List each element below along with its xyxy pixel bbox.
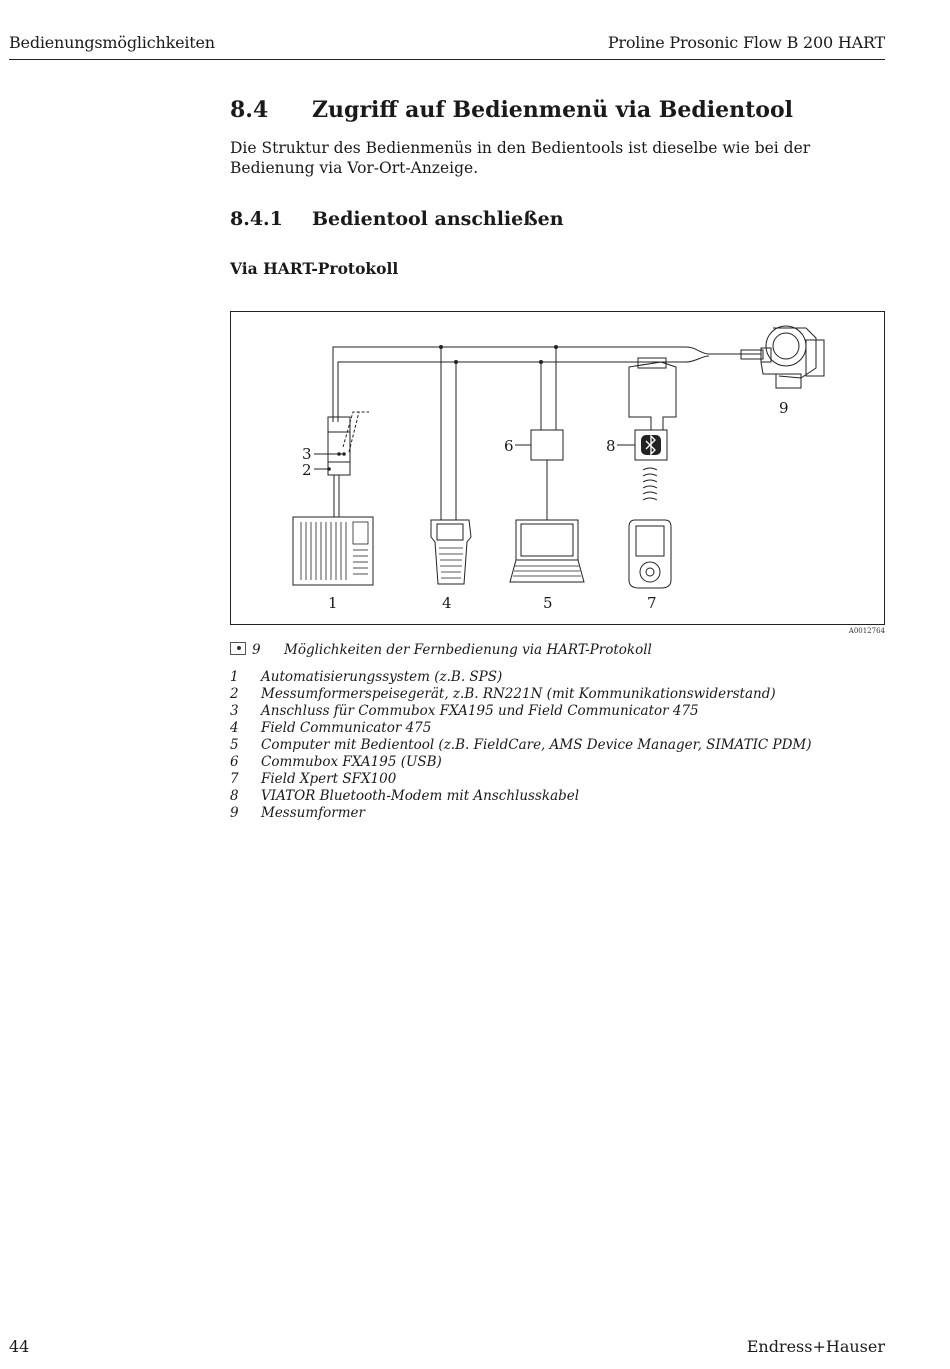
subsection-title: Bedientool anschließen (312, 208, 564, 230)
legend-number: 3 (230, 703, 239, 719)
legend-text: Computer mit Bedientool (z.B. FieldCare, AMS Device Manager, SIMATIC PDM) (261, 737, 812, 753)
figure-label-6: 6 (504, 437, 514, 455)
legend-text: Messumformerspeisegerät, z.B. RN221N (mit Kommunikationswiderstand) (261, 686, 776, 702)
pda-body (629, 520, 671, 588)
drop-line-4 (441, 347, 456, 520)
legend-item (230, 788, 812, 805)
legend-text: Automatisierungssystem (z.B. SPS) (261, 669, 503, 685)
legend-number: 2 (230, 686, 239, 702)
figure-label-5: 5 (543, 594, 553, 612)
legend-text: VIATOR Bluetooth-Modem mit Anschlusskabel (261, 788, 580, 804)
legend-text: Field Communicator 475 (261, 720, 432, 736)
figure-icon (230, 642, 246, 655)
subsection-number: 8.4.1 (230, 208, 283, 230)
legend-number: 9 (230, 805, 239, 821)
legend-number: 5 (230, 737, 239, 753)
legend-item (230, 686, 812, 703)
figure-legend (230, 669, 812, 822)
figure-label-4: 4 (442, 594, 452, 612)
caption-text: Möglichkeiten der Fernbedienung via HART-Protokoll (284, 642, 652, 658)
section-title: Zugriff auf Bedienmenü via Bedientool (312, 97, 793, 123)
legend-number: 4 (230, 720, 239, 736)
drop-line-8 (629, 362, 676, 430)
section-number: 8.4 (230, 97, 269, 123)
power-supply (328, 417, 350, 475)
header-divider (9, 59, 885, 60)
legend-number: 1 (230, 669, 239, 685)
figure-label-9: 9 (779, 399, 789, 417)
page-number: 44 (9, 1337, 30, 1356)
figure-label-1: 1 (328, 594, 338, 612)
legend-text: Anschluss für Commubox FXA195 und Field Communicator 475 (261, 703, 699, 719)
wiring-diagram-svg (231, 312, 886, 626)
running-header-right: Proline Prosonic Flow B 200 HART (607, 33, 885, 52)
legend-text: Commubox FXA195 (USB) (261, 754, 442, 770)
commubox-box (531, 430, 563, 460)
laptop-screen (516, 520, 578, 560)
transmitter-drawing (761, 326, 824, 388)
legend-number: 7 (230, 771, 239, 787)
plc-rack (293, 517, 373, 585)
bus-line-top (333, 347, 686, 422)
legend-item (230, 771, 812, 788)
legend-item (230, 737, 812, 754)
legend-text: Field Xpert SFX100 (261, 771, 397, 787)
subheading: Via HART-Protokoll (230, 259, 399, 278)
figure-label-2: 2 (302, 461, 312, 479)
figure-label-3: 3 (302, 445, 312, 463)
footer-brand: Endress+Hauser (746, 1337, 885, 1356)
caption-number: 9 (252, 642, 261, 658)
legend-item (230, 805, 812, 822)
figure-caption (230, 642, 652, 658)
section-heading (230, 97, 793, 123)
section-intro: Die Struktur des Bedienmenüs in den Bedientools ist dieselbe wie bei der Bedienung via Vor-Ort-Anzeige. (230, 139, 811, 177)
legend-text: Messumformer (261, 805, 365, 821)
running-header-left: Bedienungsmöglichkeiten (9, 33, 215, 52)
bus-to-transmitter (686, 347, 761, 362)
bus-line-bottom (338, 362, 686, 422)
legend-number: 8 (230, 788, 239, 804)
legend-item (230, 754, 812, 771)
legend-number: 6 (230, 754, 239, 770)
wiring-diagram (230, 311, 885, 625)
figure-label-8: 8 (606, 437, 616, 455)
figure-code: A0012764 (848, 627, 885, 635)
figure-label-7: 7 (647, 594, 657, 612)
legend-item (230, 703, 812, 720)
subsection-heading (230, 208, 564, 230)
legend-item (230, 720, 812, 737)
drop-line-6 (541, 347, 556, 430)
legend-item (230, 669, 812, 686)
